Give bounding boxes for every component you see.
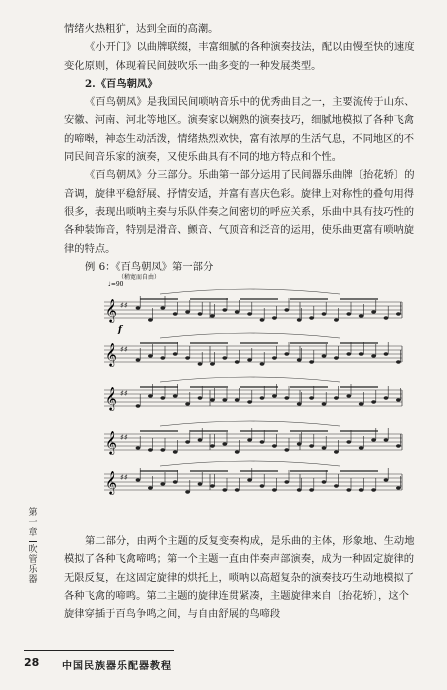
side-char: 管 bbox=[28, 555, 38, 565]
staff bbox=[104, 421, 402, 455]
staff bbox=[104, 289, 402, 323]
treble-clef-icon: 𝄞 bbox=[105, 430, 117, 454]
side-char: 章 bbox=[28, 528, 38, 538]
note-head bbox=[396, 444, 401, 447]
note-head bbox=[160, 482, 165, 485]
note-head bbox=[297, 442, 302, 445]
note-head bbox=[284, 448, 289, 451]
note-head bbox=[396, 312, 401, 315]
note-head bbox=[371, 400, 376, 403]
note-head bbox=[272, 356, 277, 359]
note-head bbox=[173, 480, 178, 483]
note-head bbox=[396, 360, 401, 363]
note-head bbox=[359, 402, 364, 405]
treble-clef-icon: 𝄞 bbox=[105, 470, 117, 494]
note-head bbox=[272, 394, 277, 397]
note-head bbox=[185, 402, 190, 405]
note-head bbox=[198, 396, 203, 399]
note-head bbox=[148, 354, 153, 357]
treble-clef-icon: 𝄞 bbox=[105, 298, 117, 322]
note-head bbox=[272, 488, 277, 491]
side-char: 器 bbox=[28, 575, 38, 585]
note-head bbox=[384, 438, 389, 441]
note-head bbox=[284, 480, 289, 483]
note-head bbox=[210, 398, 215, 401]
note-head bbox=[235, 450, 240, 453]
note-head bbox=[247, 312, 252, 315]
note-head bbox=[235, 310, 240, 313]
note-head bbox=[384, 396, 389, 399]
note-head bbox=[309, 396, 314, 399]
note-head bbox=[260, 362, 265, 365]
note-head bbox=[210, 362, 215, 365]
note-head bbox=[272, 316, 277, 319]
note-head bbox=[284, 308, 289, 311]
key-signature-icon: ♯♯ bbox=[120, 345, 128, 354]
note-head bbox=[297, 358, 302, 361]
note-head bbox=[309, 444, 314, 447]
note-head bbox=[346, 394, 351, 397]
note-head bbox=[334, 318, 339, 321]
note-head bbox=[260, 318, 265, 321]
note-head bbox=[260, 440, 265, 443]
note-head bbox=[173, 312, 178, 315]
slur bbox=[160, 461, 340, 466]
note-head bbox=[346, 488, 351, 491]
note-head bbox=[198, 482, 203, 485]
note-head bbox=[396, 486, 401, 489]
note-head bbox=[334, 450, 339, 453]
note-head bbox=[384, 478, 389, 481]
note-head bbox=[185, 356, 190, 359]
note-head bbox=[297, 318, 302, 321]
note-head bbox=[160, 448, 165, 451]
slur bbox=[160, 421, 340, 426]
note-head bbox=[222, 356, 227, 359]
note-head bbox=[334, 396, 339, 399]
treble-clef-icon: 𝄞 bbox=[105, 342, 117, 366]
page-footer bbox=[0, 626, 447, 672]
note-head bbox=[371, 354, 376, 357]
note-head bbox=[148, 318, 153, 321]
footer-rule bbox=[24, 650, 174, 651]
note-head bbox=[260, 396, 265, 399]
chapter-side-label bbox=[26, 508, 40, 585]
side-char: 吹 bbox=[28, 545, 38, 555]
note-head bbox=[346, 440, 351, 443]
score-svg bbox=[100, 268, 410, 530]
note-head bbox=[322, 402, 327, 405]
note-head bbox=[198, 362, 203, 365]
note-head bbox=[297, 488, 302, 491]
slur bbox=[160, 333, 340, 338]
note-head bbox=[260, 484, 265, 487]
slur bbox=[160, 289, 340, 294]
note-head bbox=[136, 478, 141, 481]
note-head bbox=[173, 450, 178, 453]
note-head bbox=[247, 400, 252, 403]
note-head bbox=[185, 490, 190, 493]
paragraph: 第二部分，由两个主题的反复变奏构成，是乐曲的主体，形象地、生动地模拟了各种飞禽啼鸣；第一个主题一直由伴奏声部演奏，成为一种固定旋律的无限反复，在这固定旋律的烘托上，唢呐以高超复杂的演奏技巧生动地模拟了各种飞禽的啼鸣。第二主题的旋律连贯紧凑，主题旋律来自〔抬花轿〕，这个旋律穿插于百鸟争鸣之间，与自由舒展的鸟啼段 bbox=[64, 535, 415, 621]
note-head bbox=[334, 484, 339, 487]
note-head bbox=[136, 358, 141, 361]
note-head bbox=[396, 398, 401, 401]
paragraph: 《百鸟朝凤》分三部分。乐曲第一部分运用了民间器乐曲牌〔抬花轿〕的音调，旋律平稳舒展、抒情安适，并富有喜庆色彩。旋律上对称性的叠句用得很多，表现出唢呐主奏与乐队伴奏之间密切的呼应关系，乐曲中具有技巧性的各种装饰音，特别是滑音、颤音、气顶音和泛音的运用，使乐曲更富有唢呐旋律的特点。 bbox=[64, 169, 415, 255]
note-head bbox=[222, 442, 227, 445]
paragraph: 情绪火热粗犷，达到全面的高潮。 bbox=[64, 23, 219, 35]
note-head bbox=[284, 352, 289, 355]
note-head bbox=[185, 440, 190, 443]
note-head bbox=[160, 356, 165, 359]
note-head bbox=[272, 444, 277, 447]
note-head bbox=[185, 310, 190, 313]
note-head bbox=[173, 394, 178, 397]
note-head bbox=[222, 398, 227, 401]
side-char: 乐 bbox=[28, 565, 38, 575]
key-signature-icon: ♯♯ bbox=[120, 389, 128, 398]
note-head bbox=[384, 352, 389, 355]
key-signature-icon: ♯♯ bbox=[120, 433, 128, 442]
note-head bbox=[198, 438, 203, 441]
paragraph: 《小开门》以曲牌联缀，丰富细腻的各种演奏技法，配以由慢至快的速度变化原则，体现着民间鼓吹乐一曲多变的一种发展类型。 bbox=[64, 41, 415, 72]
note-head bbox=[359, 446, 364, 449]
staff bbox=[104, 461, 402, 495]
note-head bbox=[160, 306, 165, 309]
side-char: 一 bbox=[28, 518, 38, 528]
note-head bbox=[322, 446, 327, 449]
note-head bbox=[359, 488, 364, 491]
note-head bbox=[322, 480, 327, 483]
note-head bbox=[371, 310, 376, 313]
note-head bbox=[235, 398, 240, 401]
paragraph: 例 6：《百鸟朝凤》第一部分 bbox=[85, 260, 214, 273]
note-head bbox=[160, 396, 165, 399]
note-head bbox=[247, 438, 252, 441]
note-head bbox=[210, 484, 215, 487]
note-head bbox=[148, 486, 153, 489]
note-head bbox=[284, 396, 289, 399]
book-title: 中国民族器乐配器教程 bbox=[62, 661, 172, 672]
note-head bbox=[222, 308, 227, 311]
score-dynamic: f bbox=[118, 325, 122, 335]
note-head bbox=[173, 352, 178, 355]
text-block-bottom bbox=[64, 532, 418, 623]
note-head bbox=[235, 360, 240, 363]
score-tempo-mark: ♩=90 bbox=[108, 281, 124, 288]
paragraph: 《百鸟朝凤》是我国民间唢呐音乐中的优秀曲目之一，主要流传于山东、安徽、河南、河北等地区。演奏家以娴熟的演奏技巧，细腻地模拟了各种飞禽的啼啭，神态生动活泼，情绪热烈欢快，富有浓厚的生活气息，不同地区的不同民间音乐家的演奏，又使乐曲具有不同的地方特点和个性。 bbox=[64, 96, 415, 164]
note-head bbox=[136, 306, 141, 309]
note-head bbox=[346, 312, 351, 315]
slur bbox=[160, 377, 340, 382]
note-head bbox=[384, 316, 389, 319]
note-head bbox=[359, 314, 364, 317]
side-char: 第 bbox=[28, 508, 38, 518]
note-head bbox=[148, 448, 153, 451]
note-head bbox=[198, 312, 203, 315]
note-head bbox=[359, 352, 364, 355]
note-head bbox=[371, 488, 376, 491]
text-block-top bbox=[64, 20, 418, 276]
note-head bbox=[371, 438, 376, 441]
note-head bbox=[322, 354, 327, 357]
note-head bbox=[136, 404, 141, 407]
note-head bbox=[309, 360, 314, 363]
score-tempo-text: （稍宽而自由） bbox=[118, 274, 161, 281]
note-head bbox=[322, 312, 327, 315]
note-head bbox=[297, 402, 302, 405]
note-head bbox=[247, 478, 252, 481]
side-divider bbox=[29, 541, 37, 542]
note-head bbox=[346, 352, 351, 355]
note-head bbox=[334, 356, 339, 359]
note-head bbox=[309, 488, 314, 491]
note-head bbox=[148, 394, 153, 397]
section-heading: 2.《百鸟朝凤》 bbox=[85, 77, 158, 90]
staff bbox=[104, 333, 402, 367]
note-head bbox=[222, 488, 227, 491]
music-score bbox=[100, 268, 410, 530]
treble-clef-icon: 𝄞 bbox=[105, 386, 117, 410]
note-head bbox=[235, 488, 240, 491]
note-head bbox=[210, 444, 215, 447]
note-head bbox=[247, 358, 252, 361]
note-head bbox=[210, 314, 215, 317]
page-number: 28 bbox=[24, 656, 40, 669]
key-signature-icon: ♯♯ bbox=[120, 301, 128, 310]
key-signature-icon: ♯♯ bbox=[120, 473, 128, 482]
staff bbox=[104, 377, 402, 411]
note-head bbox=[136, 446, 141, 449]
note-head bbox=[309, 316, 314, 319]
